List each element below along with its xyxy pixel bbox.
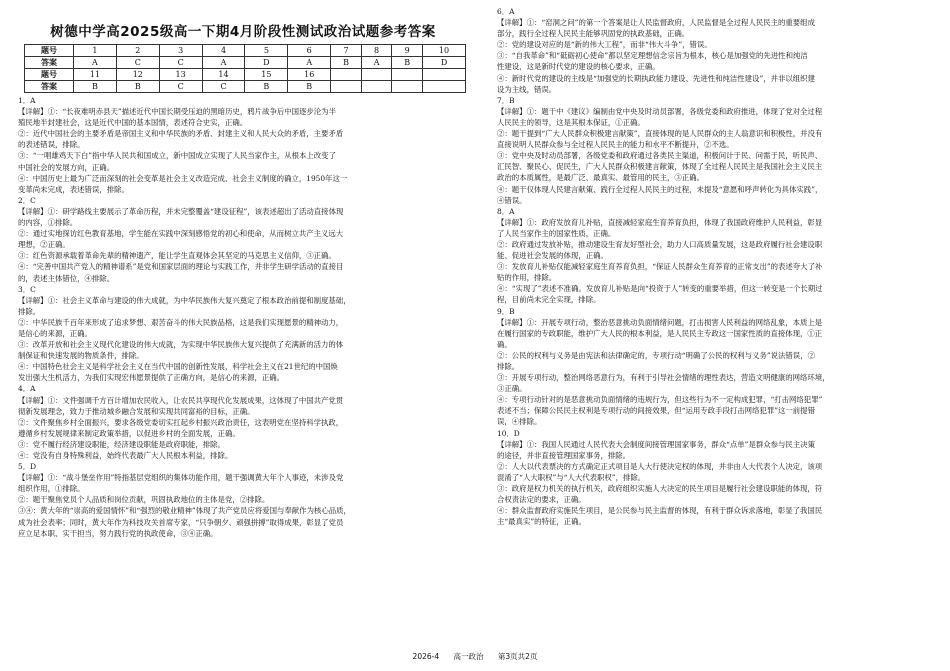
text-line: 误，④排除。 bbox=[497, 417, 542, 427]
text-line: 的内容，①排除。 bbox=[18, 218, 78, 228]
text-line: 【详解】①：“窑洞之问”的第一个答案是让人民监督政府，人民监督是全过程人民民主的重要组成 bbox=[497, 18, 815, 28]
text-line: ③：“一唱雄鸡天下白”指中华人民共和国成立，新中国成立实现了人民当家作主，从根本上改变了 bbox=[18, 151, 336, 161]
answer-table bbox=[24, 44, 466, 93]
cell: D bbox=[423, 57, 466, 69]
text-line: 【详解】①：“战斗堡垒作用”特指基层党组织的集体功能作用，题干强调黄大年个人事迹，未涉及党 bbox=[18, 473, 344, 483]
text-line: 的表述错误，排除。 bbox=[18, 140, 85, 150]
text-line: 【详解】①：研学路线主要展示了革命历程，并未完整覆盖“建设征程”，该表述超出了活动直接体现 bbox=[18, 206, 344, 216]
cell: 8 bbox=[361, 45, 391, 57]
text-line: 成为社会表率；同时，黄大年作为科技攻关首席专家，“只争朝夕、顽强拼搏”取得成果，彰显了党员 bbox=[18, 517, 344, 527]
text-line: 【详解】①：题干中《建议》编制由党中央及时动员部署，各级党委和政府推进，体现了党对全过程 bbox=[497, 106, 823, 116]
text-line: 组织作用，①排除。 bbox=[18, 484, 85, 494]
cell: A bbox=[74, 57, 117, 69]
text-line: 政治的本质属性，是最广泛、最真实、最管用的民主，③正确。 bbox=[497, 173, 704, 183]
text-line: 的途径，并非直接管理国家事务，排除。 bbox=[497, 450, 631, 460]
cell: 9 bbox=[392, 45, 423, 57]
text-line: 合权责法定的要求，正确。 bbox=[497, 495, 586, 505]
page-footer bbox=[0, 651, 950, 662]
cell: B bbox=[288, 81, 331, 93]
text-line: 能、促进社会发展的体现，正确。 bbox=[497, 251, 608, 261]
text-line: ③：“自我革命”和“砥砺初心使命”都以坚定理想信念宗旨为根本，核心是加强党的先进性和纯洁 bbox=[497, 51, 808, 61]
text-line: 应立足本职、实干担当，努力践行党的执政使命，③④正确。 bbox=[18, 528, 218, 538]
text-line: ④：“完善中国共产党人的精神谱系”是党和国家层面的理论与实践工作，并非学生研学活动的直接目 bbox=[18, 262, 344, 272]
text-line: ④：专项行动针对的是恶意挑动负面情绪的违规行为，但这些行为不一定构成犯罪，“打击网络犯罪” bbox=[497, 395, 823, 405]
right-column bbox=[497, 6, 947, 527]
page-title: 树德中学高2025级高一下期4月阶段性测试政治试题参考答案 bbox=[50, 24, 436, 40]
cell: 1 bbox=[74, 45, 117, 57]
text-line: ②：政府通过发放补贴，推动建设生育友好型社会，助力人口高质量发展，这是政府履行社会建设职 bbox=[497, 239, 823, 249]
cell: 16 bbox=[288, 69, 331, 81]
text-line: 混淆了“人大职权”与“人大代表职权”，排除。 bbox=[497, 472, 646, 482]
text-line: ④：新时代党的建设的主线是“加强党的长期执政能力建设、先进性和纯洁性建设”，并非以组织建 bbox=[497, 73, 815, 83]
cell: A bbox=[288, 57, 331, 69]
cell: B bbox=[74, 81, 117, 93]
text-line: ③④：黄大年的“崇高的爱国情怀”和“强烈的敬业精神”体现了共产党员应将爱国与奉献作为核心品质， bbox=[18, 506, 351, 516]
cell: D bbox=[245, 57, 288, 69]
text-line: 排除。 bbox=[497, 362, 520, 371]
text-line: 彻新发展理念，致力于推动城乡融合发展和实现共同富裕的目标，正确。 bbox=[18, 406, 255, 416]
text-line: 排除。 bbox=[18, 306, 41, 316]
text-line: ③：党不履行经济建设职能，经济建设职能是政府职能，排除。 bbox=[18, 439, 225, 449]
text-line: 9．B bbox=[497, 306, 515, 316]
text-line: 表述不当；保障公民民主权利是专项行动的间接效果，但“运用专政手段打击网络犯罪”这一前提错 bbox=[497, 406, 815, 416]
answer-table-row bbox=[25, 45, 466, 57]
text-line: 殖民地半封建社会，这是近代中国的基本国情，表述符合史实，正确。 bbox=[18, 118, 248, 128]
text-line: 程，目前尚未完全实现，排除。 bbox=[497, 295, 601, 305]
text-line: ④：题干仅体现人民建言献策、践行全过程人民民主的过程，未提及“意愿和呼声转化为具体实践”， bbox=[497, 184, 823, 194]
cell bbox=[392, 69, 423, 81]
text-line: 10．D bbox=[497, 428, 520, 438]
footer-page: 第3页共2页 bbox=[497, 652, 538, 661]
left-column bbox=[18, 0, 468, 539]
footer-subject: 高一政治 bbox=[453, 652, 484, 661]
text-line: ③：政府是权力机关的执行机关，政府组织实施人大决定的民生项目是履行社会建设职能的体现，符 bbox=[497, 484, 823, 494]
text-line: 【详解】①：社会主义革命与建设的伟大成就，为中华民族伟大复兴奠定了根本政治前提和制度基础， bbox=[18, 295, 351, 305]
cell: 3 bbox=[159, 45, 202, 57]
text-line: 1．A bbox=[18, 96, 36, 105]
cell bbox=[331, 69, 362, 81]
text-line: ②：文件聚焦乡村全面振兴，要求各级党委切实扛起乡村振兴政治责任，这表明党在坚持科学执政， bbox=[18, 417, 344, 427]
text-line: ②：通过实地探访红色教育基地，学生能在实践中深刻感悟党的初心和使命，从而树立共产主义远大 bbox=[18, 229, 344, 239]
answer-explanations-right bbox=[497, 6, 947, 527]
text-line: 是信心的来源，正确。 bbox=[18, 328, 92, 338]
text-line: 2．C bbox=[18, 195, 36, 205]
text-line: ③：发放育儿补贴仅能减轻家庭生育养育负担，“保证人民群众生育养育的正常支出”的表述夸大了补 bbox=[497, 262, 823, 272]
text-line: ④：党没有自身特殊利益，始终代表最广大人民根本利益，排除。 bbox=[18, 451, 233, 460]
cell bbox=[392, 81, 423, 93]
text-line: 直接说明人民群众参与全过程人民民主的能力和水平不断提升，②不选。 bbox=[497, 140, 734, 150]
text-line: ②：公民的权利与义务是由宪法和法律确定的，专项行动“明确了公民的权利与义务”说法错误，② bbox=[497, 350, 815, 360]
cell bbox=[361, 69, 391, 81]
text-line: ②：党的建设对应的是“新的伟大工程”，而非“伟大斗争”，错误。 bbox=[497, 40, 712, 50]
text-line: 6．A bbox=[497, 7, 515, 16]
answer-table-row bbox=[25, 81, 466, 93]
text-line: ②：人大以代表票决的方式确定正式项目是人大行使决定权的体现，并非由人大代表个人决定，该项 bbox=[497, 461, 823, 471]
text-line: ③正确。 bbox=[497, 384, 527, 394]
cell: 13 bbox=[159, 69, 202, 81]
cell: B bbox=[392, 57, 423, 69]
text-line: 在履行国家的专政职能，维护广大人民的根本利益，是人民民主专政这一国家性质的直接体现，①正 bbox=[497, 328, 823, 338]
text-line: 的，表述主体错位，④排除。 bbox=[18, 273, 115, 283]
cell: 6 bbox=[288, 45, 331, 57]
text-line: ③：开展专项行动，整治网络恶意行为，有利于引导社会情绪的理性表达，营造文明健康的网络环境， bbox=[497, 373, 830, 383]
answer-table-row bbox=[25, 69, 466, 81]
text-line: ④：“实现了”表述不准确。发放育儿补贴是向“投资于人”转变的重要举措，但这一转变是一个长期过 bbox=[497, 284, 823, 294]
text-line: 遵循乡村发展规律来制定政策举措，以促进乡村的全面发展，正确。 bbox=[18, 428, 240, 438]
text-line: 设为主线，错误。 bbox=[497, 84, 557, 94]
text-line: ③：党中央及时动员部署，各级党委和政府通过各类民主渠道，积极问计于民、问需于民，听民声、 bbox=[497, 151, 823, 161]
row-label: 题号 bbox=[25, 45, 74, 57]
row-label: 题号 bbox=[25, 69, 74, 81]
cell: 12 bbox=[116, 69, 159, 81]
text-line: ③：改革开放和社会主义现代化建设的伟大成就，为实现中华民族伟大复兴提供了充满新的活力的体 bbox=[18, 340, 344, 350]
cell: 11 bbox=[74, 69, 117, 81]
cell bbox=[423, 81, 466, 93]
text-line: 性建设，这是新时代党的建设的核心要求，正确。 bbox=[497, 62, 660, 72]
cell: B bbox=[245, 81, 288, 93]
cell bbox=[423, 69, 466, 81]
text-line: 人民民主的领导，这是其根本保证，①正确。 bbox=[497, 117, 645, 127]
answer-explanations-left bbox=[18, 95, 468, 539]
text-line: ④：中国历史上最为广泛而深刻的社会变革是社会主义改造完成、社会主义制度的确立，1950年这一 bbox=[18, 173, 348, 183]
row-label: 答案 bbox=[25, 81, 74, 93]
text-line: ②：中华民族千百年来形成了追求梦想、艰苦奋斗的伟大民族品格，这是我们实现愿景的精神动力， bbox=[18, 317, 344, 327]
cell: C bbox=[116, 57, 159, 69]
text-line: ③：红色资源承载着革命先辈的精神遗产，能让学生直观体会其坚定的马克思主义信仰，③正确。 bbox=[18, 251, 336, 261]
text-line: 发出强大生机活力，为我们实现宏伟愿景提供了正确方向，是信心的来源，正确。 bbox=[18, 373, 285, 383]
cell: A bbox=[202, 57, 245, 69]
text-line: ④：中国特色社会主义是科学社会主义在当代中国的创新性发展，科学社会主义在21世纪的中国焕 bbox=[18, 362, 338, 372]
text-line: 【详解】①：开展专项行动，整治恶意挑动负面情绪问题，打击损害人民利益的网络乱象，本质上是 bbox=[497, 317, 823, 327]
text-line: 4．A bbox=[18, 384, 36, 394]
cell: B bbox=[116, 81, 159, 93]
text-line: 8．A bbox=[497, 206, 515, 216]
text-line: ②：近代中国社会的主要矛盾是帝国主义和中华民族的矛盾、封建主义和人民大众的矛盾，主要矛盾 bbox=[18, 129, 344, 139]
cell: 7 bbox=[331, 45, 362, 57]
text-line: 5．D bbox=[18, 462, 37, 472]
text-line: 制保证和快速发展的物质条件，排除。 bbox=[18, 351, 144, 361]
cell: B bbox=[331, 57, 362, 69]
cell: 15 bbox=[245, 69, 288, 81]
text-line: 3．C bbox=[18, 284, 36, 294]
cell: A bbox=[361, 57, 391, 69]
text-line: 汇民智、聚民心、促民生，广大人民群众积极建言献策，体现了全过程人民民主是我国社会主义民主 bbox=[497, 162, 823, 172]
text-line: 【详解】①：文件强调千方百计增加农民收入，让农民共享现代化发展成果，这体现了中国共产党贯 bbox=[18, 395, 344, 405]
cell bbox=[361, 81, 391, 93]
text-line: 部分，践行全过程人民民主能够巩固党的执政基础，正确。 bbox=[497, 29, 690, 39]
text-line: ④错误。 bbox=[497, 195, 527, 205]
text-line: 变革尚未完成，表述错误，排除。 bbox=[18, 184, 129, 194]
text-line: 中国社会的发展方向，正确。 bbox=[18, 162, 115, 172]
text-line: 了人民当家作主的国家性质，正确。 bbox=[497, 228, 616, 238]
cell bbox=[331, 81, 362, 93]
text-line: 【详解】①：“长夜难明赤县天”描述近代中国长期受压迫的黑暗历史，鸦片战争后中国逐步沦为半 bbox=[18, 107, 336, 117]
text-line: 理想，②正确。 bbox=[18, 240, 70, 250]
cell: C bbox=[202, 81, 245, 93]
cell: 14 bbox=[202, 69, 245, 81]
text-line: 贴的作用，排除。 bbox=[497, 273, 557, 283]
text-line: ②：题干提到“广大人民群众积极建言献策”，直接体现的是人民群众的主人翁意识和积极性，并没有 bbox=[497, 129, 823, 139]
text-line: 确。 bbox=[497, 339, 512, 349]
text-line: 7．B bbox=[497, 95, 515, 105]
cell: C bbox=[159, 57, 202, 69]
cell: 5 bbox=[245, 45, 288, 57]
text-line: ④：群众监督政府实施民生项目，是公民参与民主监督的体现，有利于群众诉求落地，彰显了我国民 bbox=[497, 506, 823, 516]
text-line: 主“最真实”的特征，正确。 bbox=[497, 517, 586, 527]
text-line: ②：题干聚焦党员个人品质和岗位贡献，巩固执政地位的主体是党，②排除。 bbox=[18, 495, 270, 505]
answer-table-row bbox=[25, 57, 466, 69]
cell: 10 bbox=[423, 45, 466, 57]
cell: 2 bbox=[116, 45, 159, 57]
footer-date: 2026-4 bbox=[412, 652, 440, 661]
text-line: 【详解】①：我国人民通过人民代表大会制度间接管理国家事务，群众“点单”是群众参与民主决策 bbox=[497, 439, 815, 449]
text-line: 【详解】①：政府发放育儿补贴，直接减轻家庭生育养育负担，体现了我国政府维护人民利益，彰显 bbox=[497, 217, 823, 227]
cell: C bbox=[159, 81, 202, 93]
row-label: 答案 bbox=[25, 57, 74, 69]
cell: 4 bbox=[202, 45, 245, 57]
